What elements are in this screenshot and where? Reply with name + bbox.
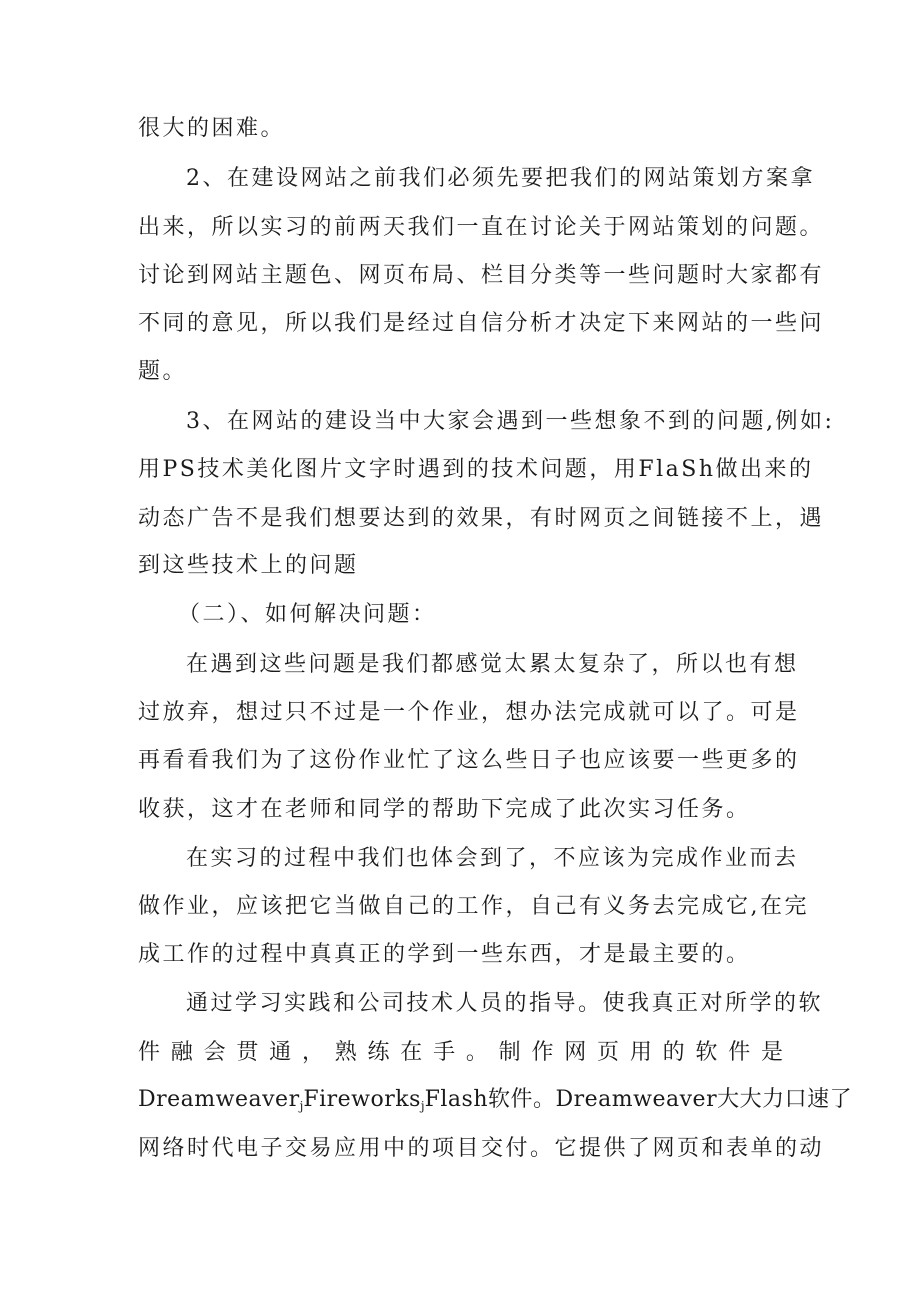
text-segment: Flash软件。Dreamweaver大大力口速了 bbox=[424, 1087, 853, 1112]
separator-mark: j bbox=[420, 1099, 425, 1113]
text-line: 题。 bbox=[138, 359, 188, 384]
separator-mark: j bbox=[299, 1099, 304, 1113]
text-line: 用PS技术美化图片文字时遇到的技术问题，用FlaSh做出来的 bbox=[138, 457, 814, 482]
text-line: 2、在建设网站之前我们必须先要把我们的网站策划方案拿 bbox=[186, 166, 815, 191]
software-name: Fireworks bbox=[303, 1087, 421, 1112]
text-line: 做作业，应该把它当做自己的工作，自己有义务去完成它,在完 bbox=[138, 894, 809, 919]
text-line: 网络时代电子交易应用中的项目交付。它提供了网页和表单的动 bbox=[138, 1136, 825, 1161]
text-line-mixed bbox=[138, 1085, 852, 1121]
text-line: 3、在网站的建设当中大家会遇到一些想象不到的问题,例如: bbox=[186, 409, 835, 434]
text-line: 通过学习实践和公司技术人员的指导。使我真正对所学的软 bbox=[186, 991, 824, 1016]
text-line: 出来，所以实习的前两天我们一直在讨论关于网站策划的问题。 bbox=[138, 215, 825, 240]
text-line: 不同的意见，所以我们是经过自信分析才决定下来网站的一些问 bbox=[138, 311, 825, 336]
text-line: 收获，这才在老师和同学的帮助下完成了此次实习任务。 bbox=[138, 797, 751, 822]
text-line: 讨论到网站主题色、网页布局、栏目分类等一些问题时大家都有 bbox=[138, 263, 825, 288]
text-line: 在遇到这些问题是我们都感觉太累太复杂了，所以也有想 bbox=[186, 652, 799, 677]
text-line: 过放弃，想过只不过是一个作业，想办法完成就可以了。可是 bbox=[138, 700, 800, 725]
text-line: 成工作的过程中真真正的学到一些东西，才是最主要的。 bbox=[138, 942, 751, 967]
software-name: Dreamweaver bbox=[138, 1087, 300, 1112]
text-line: 在实习的过程中我们也体会到了，不应该为完成作业而去 bbox=[186, 846, 799, 871]
section-heading: （二）、如何解决问题： bbox=[178, 602, 437, 627]
text-line: 动态广告不是我们想要达到的效果，有时网页之间链接不上，遇 bbox=[138, 506, 825, 531]
text-line: 很大的困难。 bbox=[138, 116, 286, 141]
text-line: 到这些技术上的问题 bbox=[138, 553, 359, 578]
text-line: 件融会贯通，熟练在手。制作网页用的软件是 bbox=[138, 1040, 783, 1065]
text-line: 再看看我们为了这份作业忙了这么些日子也应该要一些更多的 bbox=[138, 748, 800, 773]
